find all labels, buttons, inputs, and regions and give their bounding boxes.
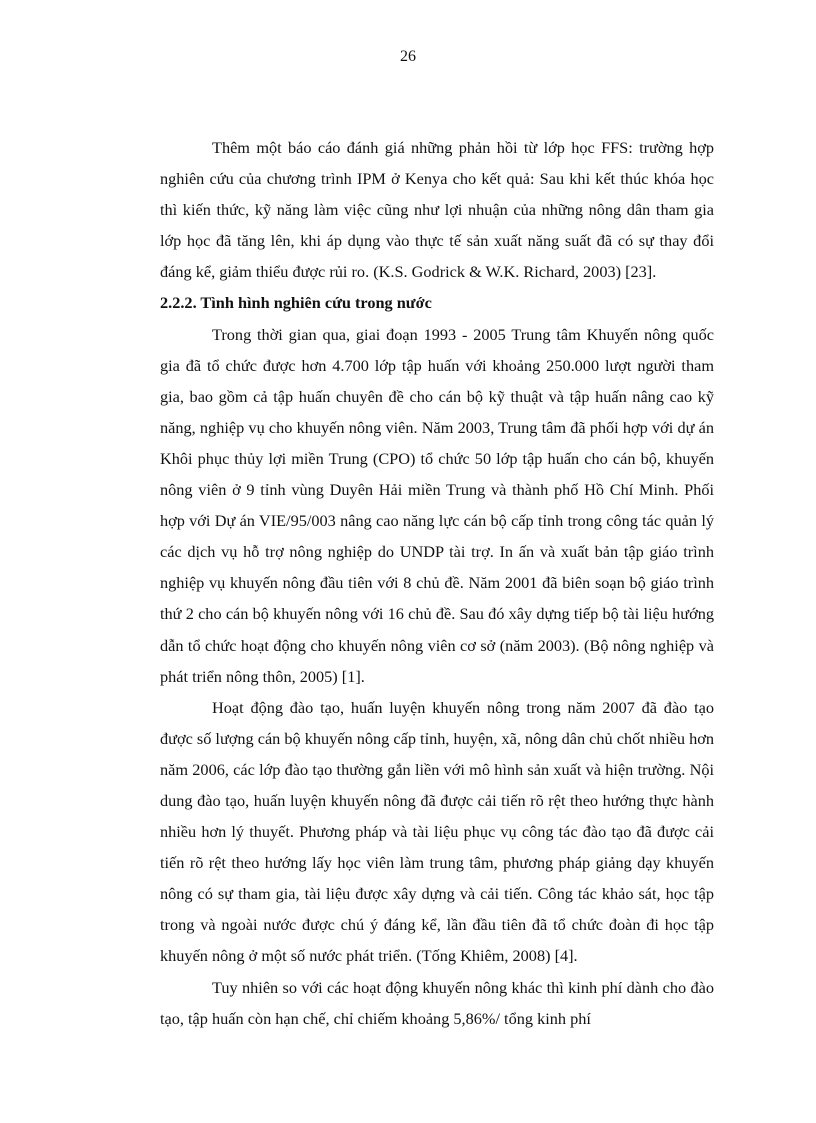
paragraph-3: Hoạt động đào tạo, huấn luyện khuyến nông trong năm 2007 đã đào tạo được số lượng cán bộ khuyến nông cấp tỉnh, huyện, xã, nông dân chủ chốt nhiều hơn năm 2006, các lớp đào tạo thường gắn liền với mô hình sản xuất và hiện trường. Nội dung đào tạo, huấn luyện khuyến nông đã được cải tiến rõ rệt theo hướng thực hành nhiều hơn lý thuyết. Phương pháp và tài liệu phục vụ công tác đào tạo đã được cải tiến rõ rệt theo hướng lấy học viên làm trung tâm, phương pháp giảng dạy khuyến nông có sự tham gia, tài liệu được xây dựng và cải tiến. Công tác khảo sát, học tập trong và ngoài nước được chú ý đáng kể, lần đầu tiên đã tổ chức đoàn đi học tập khuyến nông ở một số nước phát triển. (Tống Khiêm, 2008) [4]. [160,697,714,966]
section-heading: 2.2.2. Tình hình nghiên cứu trong nước [160,293,432,313]
page-number: 26 [400,48,416,65]
body-text [160,132,714,1034]
paragraph-4: Tuy nhiên so với các hoạt động khuyến nông khác thì kinh phí dành cho đào tạo, tập huấn còn hạn chế, chỉ chiếm khoảng 5,86%/ tổng kinh phí [160,977,714,1028]
paragraph-2: Trong thời gian qua, giai đoạn 1993 - 2005 Trung tâm Khuyến nông quốc gia đã tổ chức được hơn 4.700 lớp tập huấn với khoảng 250.000 lượt người tham gia, bao gồm cả tập huấn chuyên đề cho cán bộ kỹ thuật và tập huấn nâng cao kỹ năng, nghiệp vụ cho khuyến nông viên. Năm 2003, Trung tâm đã phối hợp với dự án Khôi phục thủy lợi miền Trung (CPO) tổ chức 50 lớp tập huấn cho cán bộ, khuyến nông viên ở 9 tỉnh vùng Duyên Hải miền Trung và thành phố Hồ Chí Minh. Phối hợp với Dự án VIE/95/003 nâng cao năng lực cán bộ cấp tỉnh trong công tác quản lý các dịch vụ hỗ trợ nông nghiệp do UNDP tài trợ. In ấn và xuất bản tập giáo trình nghiệp vụ khuyến nông đầu tiên với 8 chủ đề. Năm 2001 đã biên soạn bộ giáo trình thứ 2 cho cán bộ khuyến nông với 16 chủ đề. Sau đó xây dựng tiếp bộ tài liệu hướng dẫn tổ chức hoạt động cho khuyến nông viên cơ sở (năm 2003). (Bộ nông nghiệp và phát triển nông thôn, 2005) [1]. [160,324,714,686]
paragraph-1: Thêm một báo cáo đánh giá những phản hồi từ lớp học FFS: trường hợp nghiên cứu của chương trình IPM ở Kenya cho kết quả: Sau khi kết thúc khóa học thì kiến thức, kỹ năng làm việc cũng như lợi nhuận của những nông dân tham gia lớp học đã tăng lên, khi áp dụng vào thực tế sản xuất năng suất đã có sự thay đổi đáng kể, giảm thiểu được rủi ro. (K.S. Godrick & W.K. Richard, 2003) [23]. [160,138,714,282]
